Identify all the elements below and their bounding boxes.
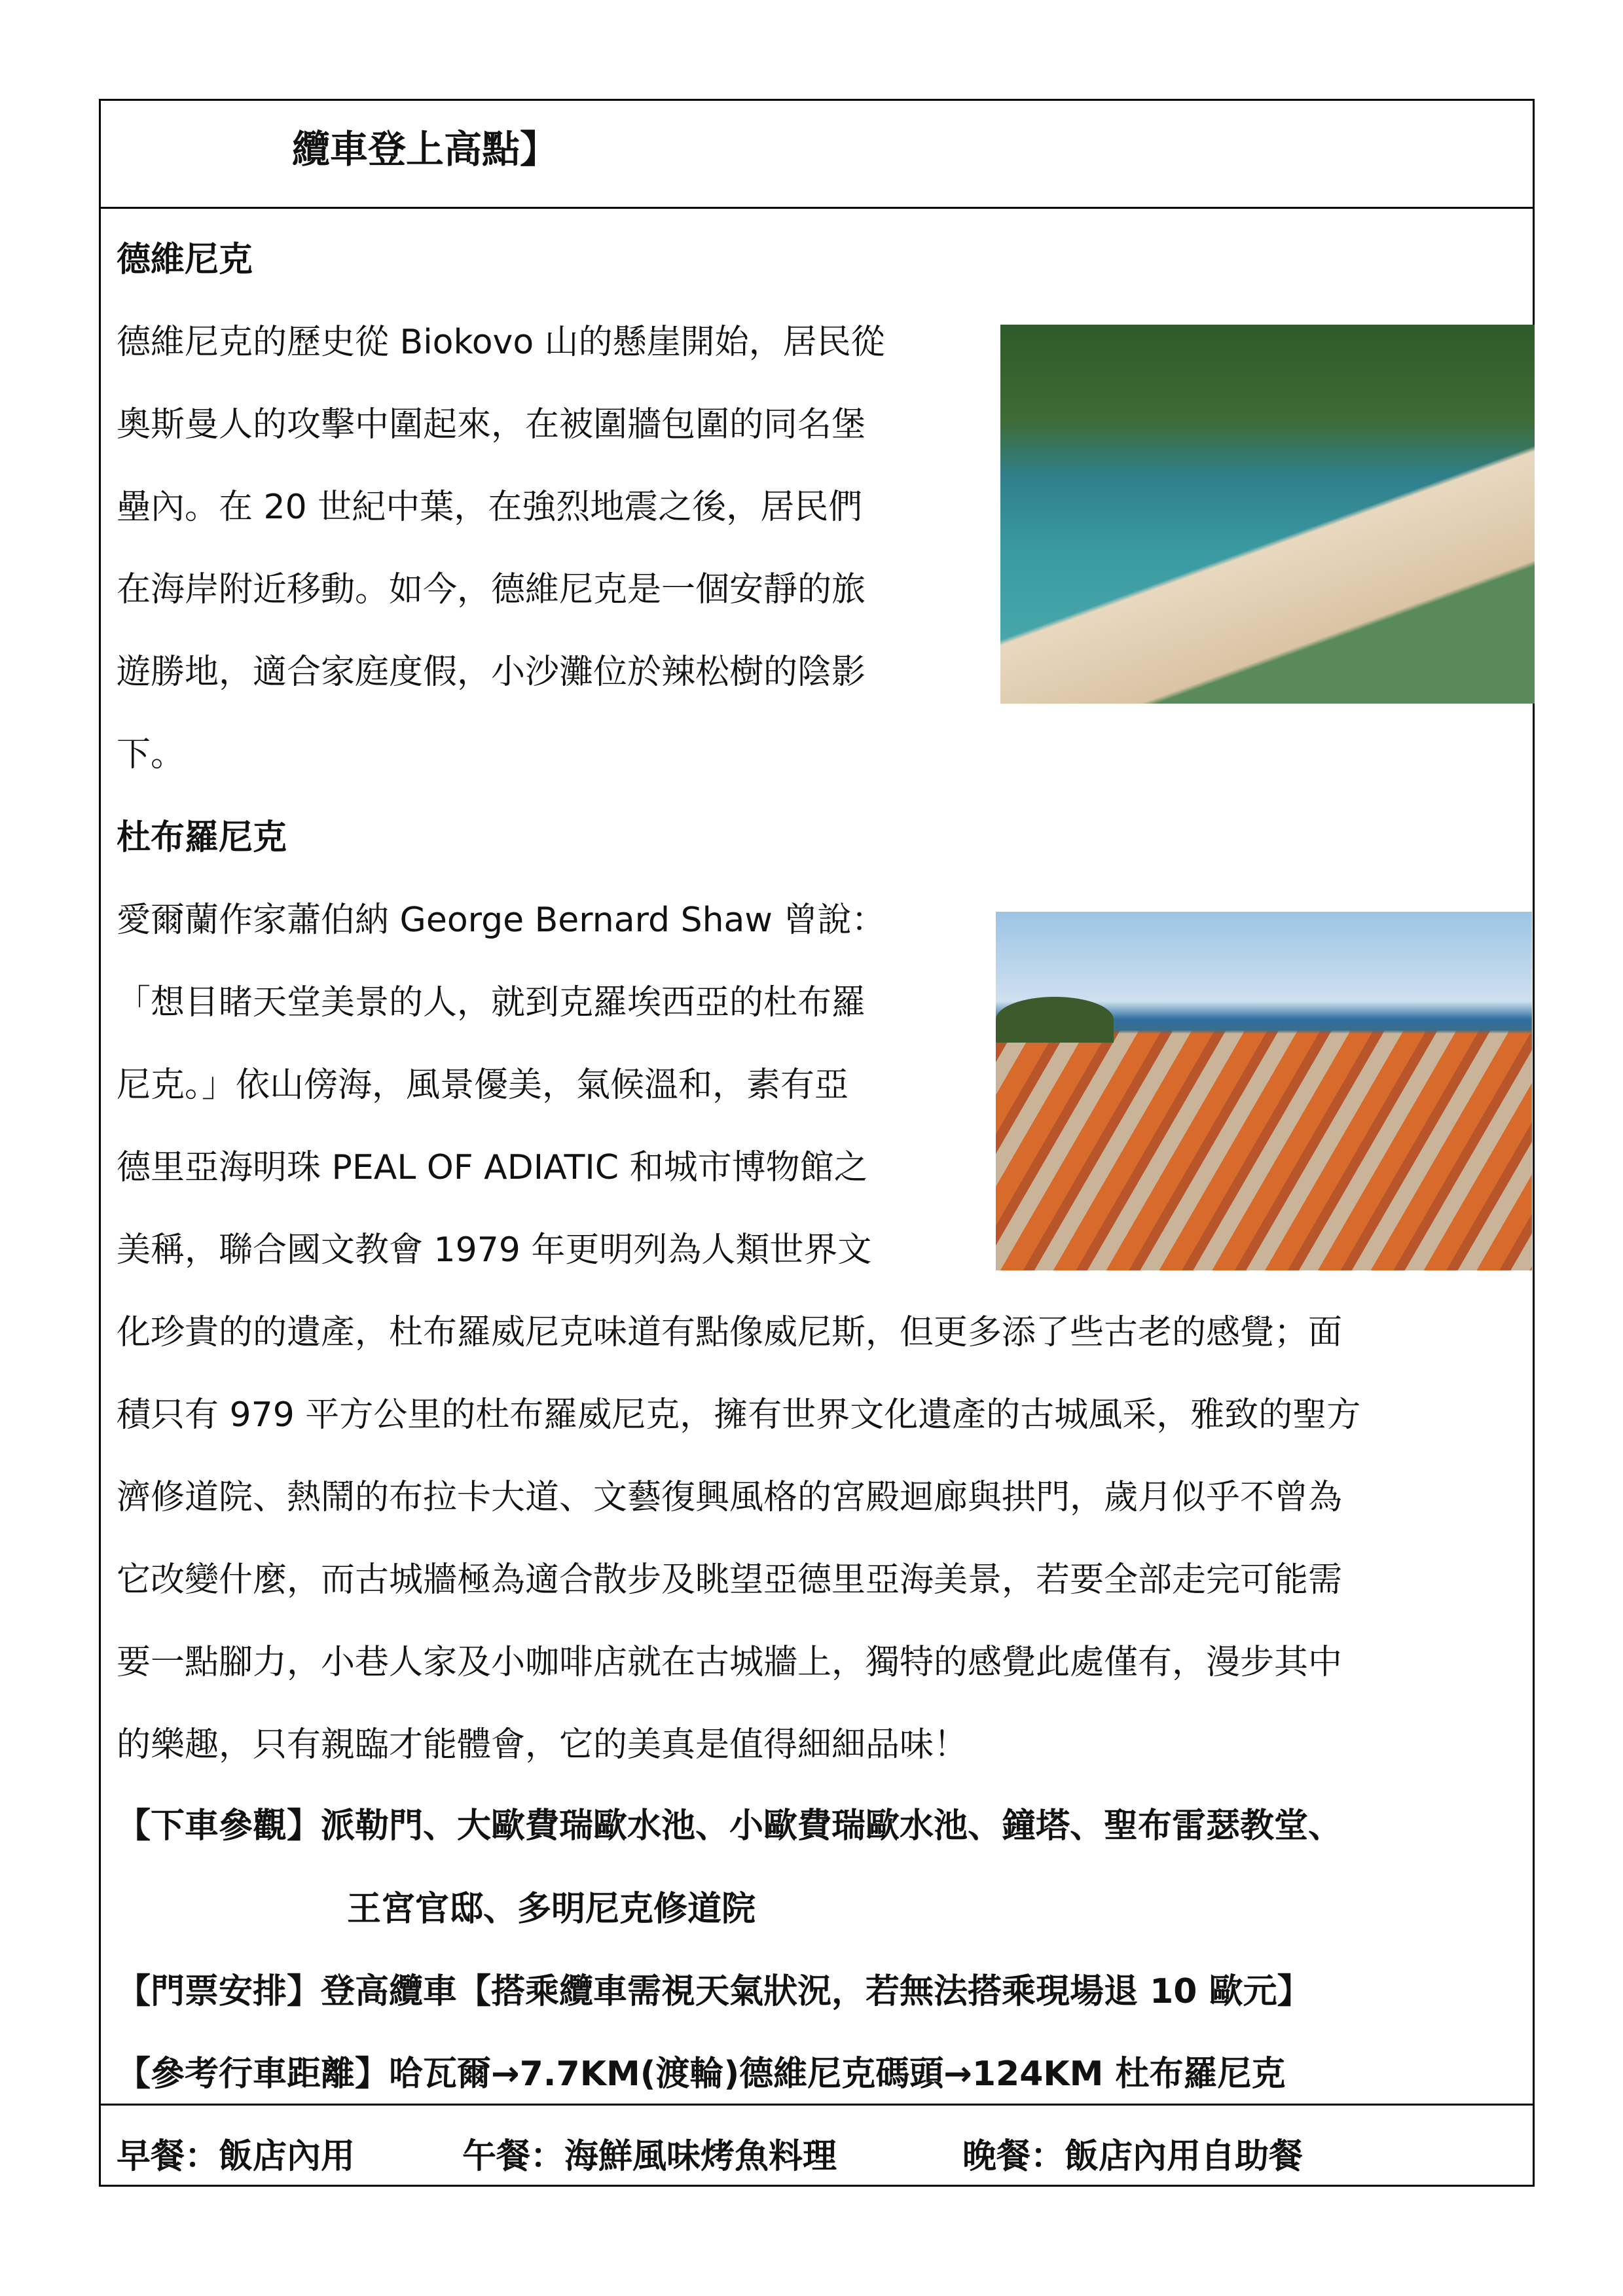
footer-divider bbox=[99, 2104, 1535, 2106]
paragraph-line: 化珍貴的的遺產，杜布羅威尼克味道有點像威尼斯，但更多添了些古老的感覺；面 bbox=[117, 1313, 1343, 1352]
paragraph-line: 濟修道院、熱鬧的布拉卡大道、文藝復興風格的宮殿迴廊與拱門，歲月似乎不曾為 bbox=[117, 1478, 1343, 1517]
paragraph-line: 美稱，聯合國文教會 1979 年更明列為人類世界文 bbox=[117, 1230, 872, 1270]
paragraph-line: 它改變什麼，而古城牆極為適合散步及眺望亞德里亞海美景，若要全部走完可能需 bbox=[117, 1560, 1343, 1600]
ticket-label: 【門票安排】 bbox=[117, 1972, 321, 2011]
paragraph-line: 愛爾蘭作家蕭伯納 George Bernard Shaw 曾說： bbox=[117, 901, 886, 940]
visit-label: 【下車參觀】 bbox=[117, 1806, 321, 1846]
paragraph-line: 壘內。在 20 世紀中葉，在強烈地震之後，居民們 bbox=[117, 488, 863, 527]
paragraph-line: 奧斯曼人的攻擊中圍起來，在被圍牆包圍的同名堡 bbox=[117, 405, 866, 444]
meal-dinner: 晚餐：飯店內用自助餐 bbox=[962, 2137, 1304, 2176]
visit-row bbox=[117, 1803, 1342, 1849]
section-heading-dubrovnik: 杜布羅尼克 bbox=[117, 818, 287, 857]
ticket-row bbox=[117, 1969, 1311, 2015]
paragraph-line: 「想目睹天堂美景的人，就到克羅埃西亞的杜布羅 bbox=[117, 983, 866, 1022]
meal-breakfast: 早餐：飯店內用 bbox=[117, 2137, 356, 2176]
paragraph-line: 遊勝地，適合家庭度假，小沙灘位於辣松樹的陰影 bbox=[117, 653, 866, 692]
distance-text: 哈瓦爾→7.7KM(渡輪)德維尼克碼頭→124KM 杜布羅尼克 bbox=[389, 2054, 1286, 2094]
paragraph-line: 下。 bbox=[117, 735, 185, 774]
paragraph-line: 尼克。」依山傍海，風景優美，氣候溫和，素有亞 bbox=[117, 1066, 849, 1105]
distance-row bbox=[117, 2051, 1286, 2097]
visit-text-continued: 王宮官邸、多明尼克修道院 bbox=[347, 1890, 756, 1929]
beach-photo bbox=[1000, 325, 1535, 704]
paragraph-line: 的樂趣，只有親臨才能體會，它的美真是值得細細品味！ bbox=[117, 1725, 968, 1765]
visit-text: 派勒門、大歐費瑞歐水池、小歐費瑞歐水池、鐘塔、聖布雷瑟教堂、 bbox=[321, 1806, 1343, 1846]
meal-lunch: 午餐：海鮮風味烤魚料理 bbox=[462, 2137, 837, 2176]
paragraph-line: 德維尼克的歷史從 Biokovo 山的懸崖開始，居民從 bbox=[117, 323, 885, 362]
paragraph-line: 要一點腳力，小巷人家及小咖啡店就在古城牆上，獨特的感覺此處僅有，漫步其中 bbox=[117, 1643, 1343, 1682]
section-heading-makarska: 德維尼克 bbox=[117, 240, 253, 279]
distance-label: 【參考行車距離】 bbox=[117, 2054, 390, 2094]
header-divider bbox=[99, 207, 1535, 209]
dubrovnik-old-town-photo bbox=[996, 912, 1532, 1270]
paragraph-line: 積只有 979 平方公里的杜布羅威尼克，擁有世界文化遺產的古城風采，雅致的聖方 bbox=[117, 1395, 1361, 1435]
ticket-text: 登高纜車【搭乘纜車需視天氣狀況，若無法搭乘現場退 10 歐元】 bbox=[321, 1972, 1311, 2011]
day-title: 纜車登上高點】 bbox=[292, 127, 558, 171]
paragraph-line: 德里亞海明珠 PEAL OF ADIATIC 和城市博物館之 bbox=[117, 1148, 868, 1187]
paragraph-line: 在海岸附近移動。如今，德維尼克是一個安靜的旅 bbox=[117, 570, 866, 609]
